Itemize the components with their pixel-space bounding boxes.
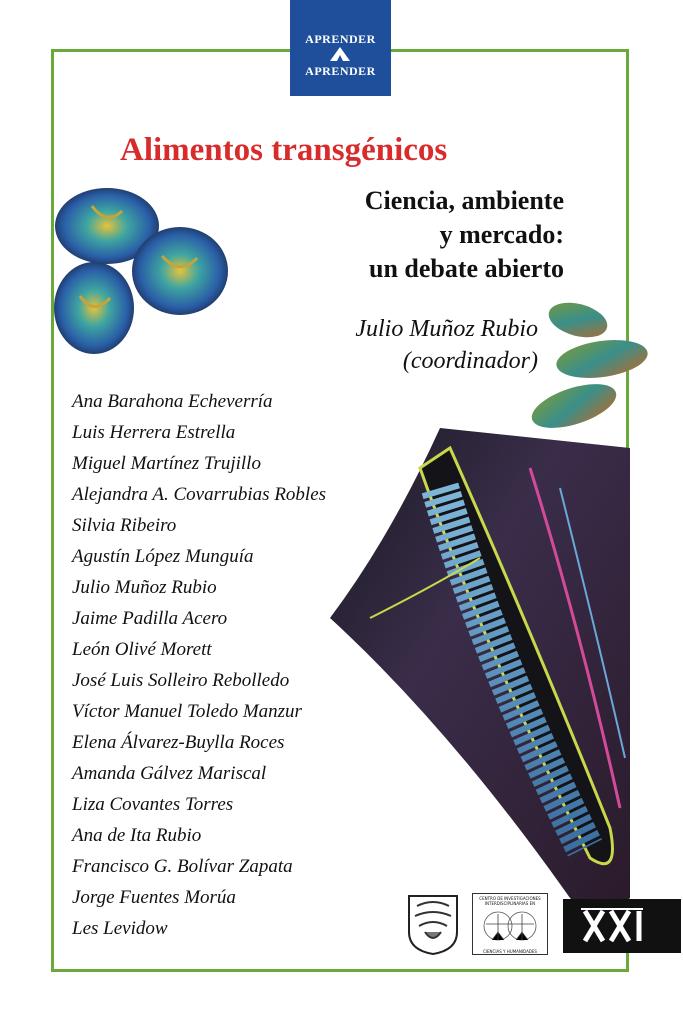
author-item: Elena Álvarez-Buylla Roces [72, 732, 285, 753]
vitruvian-icon [480, 906, 540, 948]
publisher-logo [563, 899, 681, 953]
ceiich-line: CENTRO DE INVESTIGACIONES [479, 896, 541, 901]
bean-illustration [530, 296, 650, 434]
editor-name: Julio Muñoz Rubio [355, 316, 538, 342]
author-item: Jaime Padilla Acero [72, 608, 228, 629]
author-item: José Luis Solleiro Rebolledo [72, 670, 290, 691]
editor-block [355, 313, 538, 377]
ceiich-line: CIENCIAS Y HUMANIDADES [483, 949, 537, 954]
subtitle-line: y mercado: [439, 220, 564, 249]
author-list [72, 386, 326, 944]
garlic-illustration [52, 186, 232, 358]
author-item: Ana de Ita Rubio [72, 825, 202, 846]
series-line-2: APRENDER [305, 64, 376, 78]
book-subtitle [365, 184, 564, 286]
author-item: Agustín López Munguía [72, 546, 254, 567]
corn-illustration [330, 428, 630, 928]
author-item: Jorge Fuentes Morúa [72, 887, 236, 908]
author-item: Víctor Manuel Toledo Manzur [72, 701, 302, 722]
unam-seal-icon [403, 892, 463, 956]
author-item: Liza Covantes Torres [72, 794, 234, 815]
ceiich-logo [472, 893, 548, 955]
author-item: Francisco G. Bolívar Zapata [72, 856, 293, 877]
editor-role: (coordinador) [402, 348, 538, 374]
author-item: Silvia Ribeiro [72, 515, 177, 536]
ceiich-line: INTERDISCIPLINARIAS EN [484, 901, 536, 906]
series-line-1: APRENDER [305, 32, 376, 46]
author-item: Julio Muñoz Rubio [72, 577, 217, 598]
author-item: Miguel Martínez Trujillo [72, 453, 261, 474]
series-badge [290, 0, 391, 96]
series-a-icon [290, 46, 391, 64]
siglo-xxi-icon [563, 899, 681, 953]
author-item: León Olivé Morett [72, 639, 212, 660]
subtitle-line: Ciencia, ambiente [364, 186, 564, 215]
author-item: Les Levidow [72, 918, 168, 939]
author-item: Ana Barahona Echeverría [72, 391, 273, 412]
author-item: Luis Herrera Estrella [72, 422, 236, 443]
book-title: Alimentos transgénicos [120, 132, 448, 168]
author-item: Alejandra A. Covarrubias Robles [72, 484, 327, 505]
author-item: Amanda Gálvez Mariscal [72, 763, 267, 784]
subtitle-line: un debate abierto [369, 254, 564, 283]
